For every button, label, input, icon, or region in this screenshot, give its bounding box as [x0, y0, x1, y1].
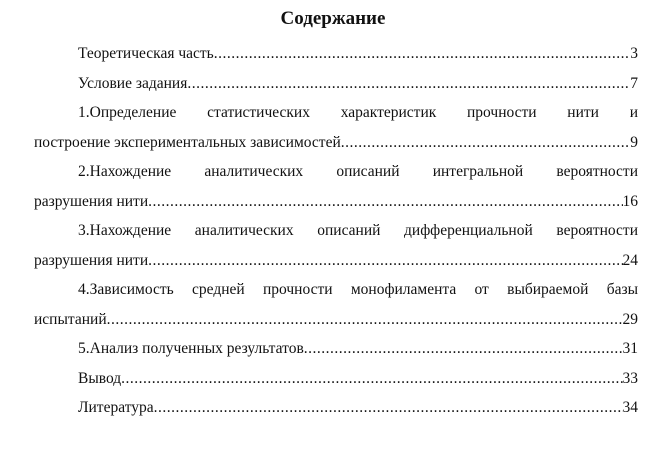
toc-line [34, 74, 638, 104]
toc-line: 2.Нахождение аналитических описаний интегральной вероятности [78, 163, 638, 180]
dot-leader [341, 133, 631, 153]
toc-page-number: 3 [630, 45, 638, 62]
table-of-contents [34, 44, 638, 428]
toc-line [34, 251, 638, 281]
toc-line [34, 192, 638, 222]
toc-entry-text: 5.Анализ полученных результатов [78, 340, 304, 357]
page-title: Содержание [280, 8, 386, 29]
toc-line: 4.Зависимость средней прочности монофиламента от выбираемой базы [78, 281, 638, 298]
toc-line [34, 369, 638, 399]
toc-line [34, 44, 638, 74]
toc-entry-section-4 [34, 280, 638, 339]
toc-entry-text: построение экспериментальных зависимостей [34, 133, 341, 151]
toc-line: 1.Определение статистических характеристик прочности нити и [78, 104, 638, 121]
toc-entry-conclusion [34, 369, 638, 399]
toc-entry-text: Литература [78, 399, 154, 416]
dot-leader [187, 74, 630, 94]
toc-page-number: 16 [622, 192, 638, 210]
toc-entry-section-5 [34, 339, 638, 369]
dot-leader [148, 192, 622, 212]
dot-leader [214, 44, 631, 64]
toc-entry-section-1 [34, 103, 638, 162]
toc-entry-text: Вывод [78, 369, 122, 387]
toc-line [34, 310, 638, 340]
toc-entry-task [34, 74, 638, 104]
dot-leader [107, 310, 623, 330]
toc-entry-text: разрушения нити [34, 192, 149, 210]
toc-entry-literature [34, 398, 638, 428]
dot-leader [304, 339, 623, 359]
toc-page-number: 24 [622, 251, 638, 269]
dot-leader [121, 369, 622, 389]
toc-entry-section-3 [34, 221, 638, 280]
toc-line [34, 339, 638, 369]
toc-page-number: 31 [622, 340, 638, 357]
toc-page-number: 7 [630, 74, 638, 92]
toc-line: 3.Нахождение аналитических описаний дифференциальной вероятности [78, 222, 638, 239]
toc-entry-text: Условие задания [78, 74, 188, 92]
toc-page-number: 34 [622, 399, 638, 416]
toc-line [34, 133, 638, 163]
toc-page-number: 9 [630, 133, 638, 151]
toc-entry-text: разрушения нити [34, 251, 149, 269]
toc-entry-text: испытаний [34, 310, 107, 328]
toc-line [34, 398, 638, 428]
dot-leader [154, 398, 623, 418]
toc-entry-text: Теоретическая часть [78, 45, 214, 62]
dot-leader [148, 251, 622, 271]
toc-entry-section-2 [34, 162, 638, 221]
toc-page-number: 29 [622, 310, 638, 328]
toc-page-number: 33 [622, 369, 638, 387]
toc-entry-theory [34, 44, 638, 74]
